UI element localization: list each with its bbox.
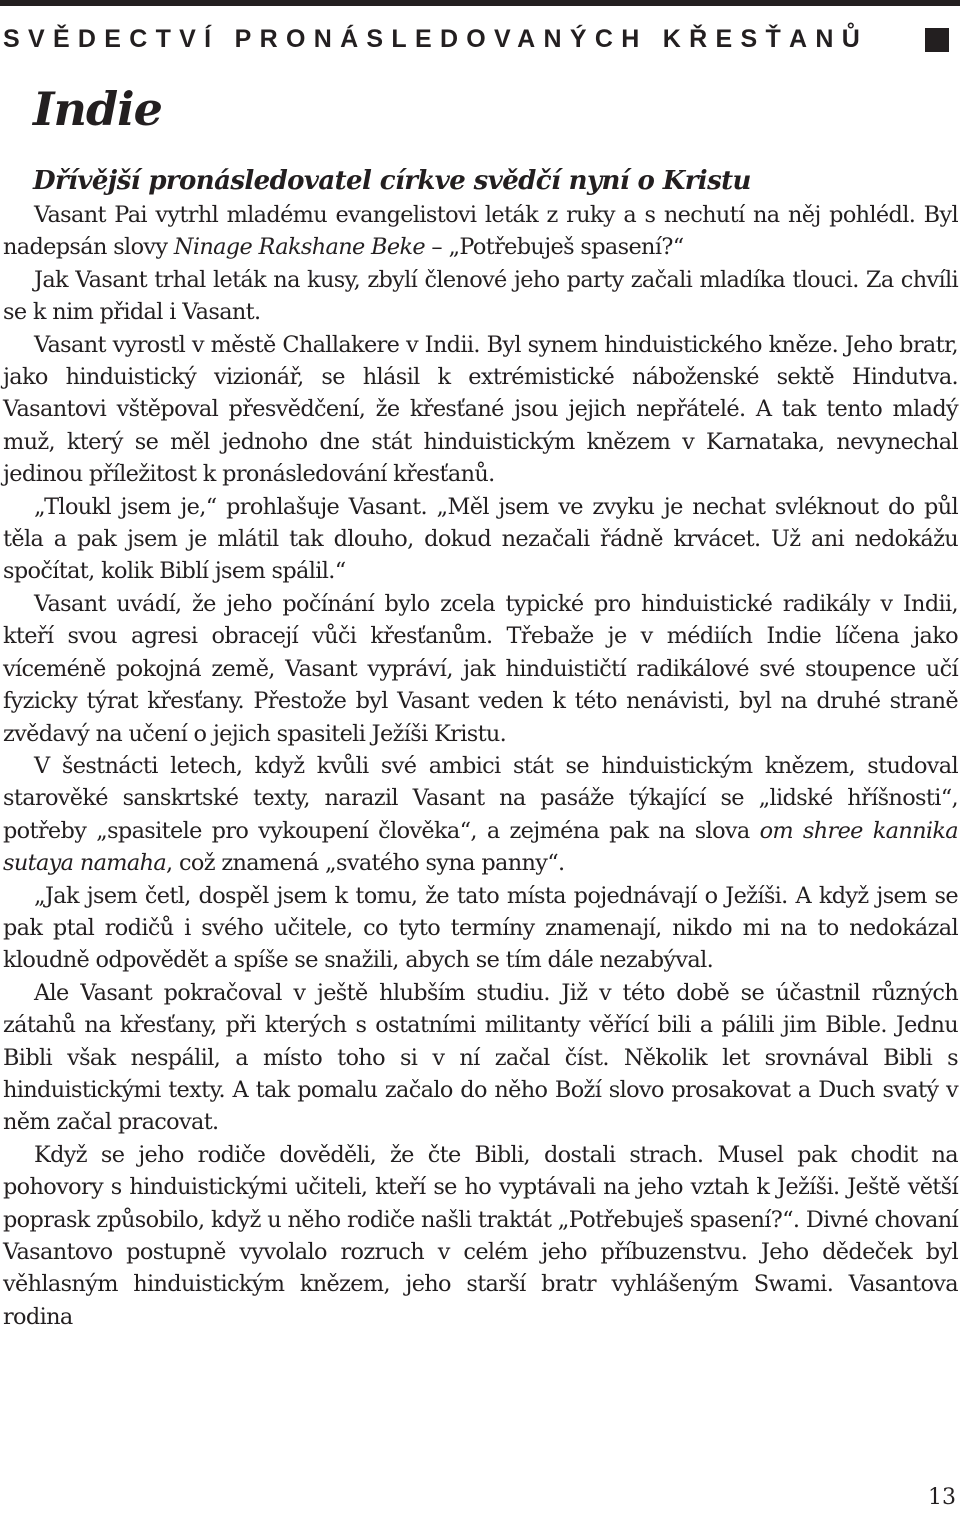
paragraph-text: V šestnácti letech, když kvůli své ambici stát se hinduistickým knězem, studoval starověké sanskrtské texty, narazil Vasant na pasáže týkající se „lidské hříšnosti“, potřeby „spasitele pro vykoupení člověka“, a zejména pak na slova xyxy=(3,752,958,844)
article-paragraph: Ale Vasant pokračoval v ještě hlubším studiu. Již v této době se účastnil různých zátahů na křesťany, při kterých s ostatními militanty věřící bili a pálili jim Bible. Jednu Bibli však nespálil, a místo toho si v ní začal číst. Několik let srovnával Bibli s hinduistickými texty. A tak pomalu začalo do něho Boží slovo prosakovat a Duch svatý v něm začal pracovat. xyxy=(3,979,958,1136)
article-paragraph: Vasant vyrostl v městě Challakere v Indii. Byl synem hinduistického kněze. Jeho bratr, jako hinduistický vizionář, se hlásil k extrémistické náboženské sektě Hindutva. Vasantovi vštěpoval přesvědčení, že křesťané jsou jejich nepřátelé. A tak tento mladý muž, který se měl jednoho dne stát hinduistickým knězem v Karnataka, nevynechal jedinou příležitost k pronásledování křesťanů. xyxy=(3,331,958,488)
page-number: 13 xyxy=(928,1485,956,1510)
italic-phrase: Ninage Rakshane Beke xyxy=(173,234,425,261)
series-header xyxy=(0,20,960,60)
country-title: Indie xyxy=(33,82,162,136)
header-square-icon xyxy=(925,28,949,52)
paragraph-text: – „Potřebuješ spasení?“ xyxy=(424,234,684,261)
paragraph-text: , což znamená „svatého syna panny“. xyxy=(166,850,565,877)
italic-phrase: om shree kannika sutaya namaha xyxy=(3,817,959,877)
article-paragraph: Když se jeho rodiče dověděli, že čte Bibli, dostali strach. Musel pak chodit na pohovory s hinduistickými učiteli, kteří se ho vyptávali na jeho vztah k Ježíši. Ještě větší poprask způsobilo, když u něho rodiče našli traktát „Potřebuješ spasení?“. Divné chovaní Vasantovo postupně vyvolalo rozruch v celém jeho příbuzenstvu. Jeho dědeček byl věhlasným hinduistickým knězem, jeho starší bratr vyhlášeným Swami. Vasantova rodina xyxy=(3,1141,958,1330)
article-paragraph xyxy=(3,750,958,880)
article-subheadline: Dřívější pronásledovatel církve svědčí nyní o Kristu xyxy=(33,166,751,196)
article-paragraph: „Tloukl jsem je,“ prohlašuje Vasant. „Měl jsem ve zvyku je nechat svléknout do půl těla a pak jsem je mlátil tak dlouho, dokud nezačali řádně krvácet. Už ani nedokážu spočítat, kolik Biblí jsem spálil.“ xyxy=(3,493,958,585)
top-rule xyxy=(0,0,960,6)
article-body xyxy=(3,163,958,1333)
article-paragraph: „Jak jsem četl, dospěl jsem k tomu, že tato místa pojednávají o Ježíši. A když jsem se pak ptal rodičů i svého učitele, co tyto termíny znamenají, nikdo mi na to nedokázal kloudně odpovědět a spíše se snažili, abych se tím dále nezabýval. xyxy=(3,882,958,974)
article-paragraph: Jak Vasant trhal leták na kusy, zbylí členové jeho party začali mladíka tlouci. Za chvíli se k nim přidal i Vasant. xyxy=(3,266,958,326)
series-title: SVĚDECTVÍ PRONÁSLEDOVANÝCH KŘESŤANŮ xyxy=(3,25,869,53)
article-paragraph: Vasant uvádí, že jeho počínání bylo zcela typické pro hinduistické radikály v Indii, kteří svou agresi obracejí vůči křesťanům. Třebaže je v médiích Indie líčena jako víceméně pokojná země, Vasant vypráví, jak hinduističtí radikálové své stoupence učí fyzicky týrat křesťany. Přestože byl Vasant veden k této nenávisti, byl na druhé straně zvědavý na učení o jejich spasiteli Ježíši Kristu. xyxy=(3,590,958,747)
article-paragraph xyxy=(3,199,958,264)
paragraph-text: Vasant Pai vytrhl mladému evangelistovi leták z ruky a s nechutí na něj pohlédl. Byl nadepsán slovy xyxy=(3,202,958,261)
